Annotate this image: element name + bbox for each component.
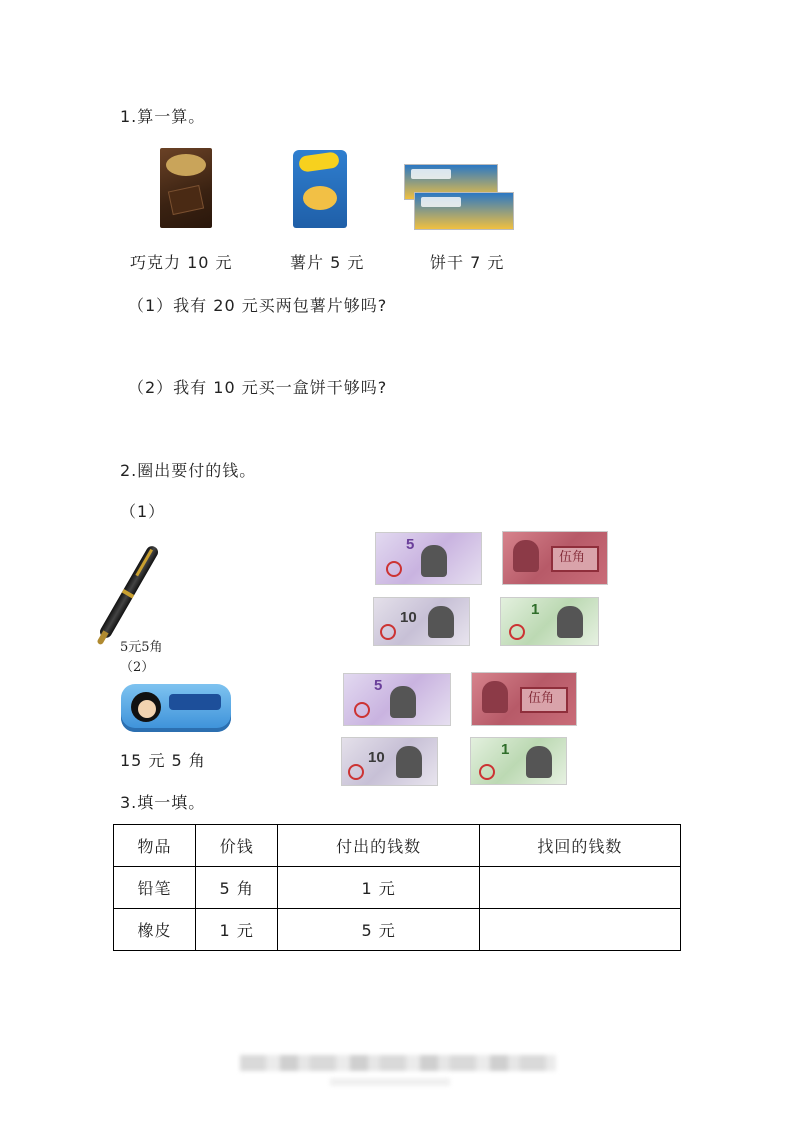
ten-yuan-note[interactable]: 10	[373, 597, 470, 646]
table-row	[114, 867, 681, 909]
q1-title: 1.算一算。	[120, 107, 206, 126]
q1-sub2: （2）我有 10 元买一盒饼干够吗?	[128, 378, 388, 397]
table-row	[114, 909, 681, 951]
portrait-icon	[513, 540, 539, 572]
biscuit-image-bottom	[414, 192, 514, 230]
biscuit-price: 饼干 7 元	[430, 253, 505, 272]
portrait-icon	[421, 545, 447, 577]
cell-paid: 5 元	[278, 909, 479, 951]
pen-price: 5元5角	[120, 640, 163, 655]
table-header-row	[114, 825, 681, 867]
q2-part2-label: （2）	[120, 660, 155, 675]
pencil-case-price: 15 元 5 角	[120, 751, 206, 770]
chips-image	[293, 150, 347, 228]
header-price: 价钱	[195, 825, 278, 867]
seal-icon	[479, 764, 495, 780]
cell-change-answer[interactable]	[479, 909, 680, 951]
seal-icon	[386, 561, 402, 577]
cell-item: 铅笔	[114, 867, 196, 909]
chips-price: 薯片 5 元	[290, 253, 365, 272]
blurred-footer-line	[330, 1078, 450, 1086]
cell-change-answer[interactable]	[479, 867, 680, 909]
seal-icon	[348, 764, 364, 780]
portrait-icon	[557, 606, 583, 638]
portrait-icon	[428, 606, 454, 638]
seal-icon	[380, 624, 396, 640]
q2-part1-label: （1）	[120, 502, 166, 521]
portrait-icon	[396, 746, 422, 778]
seal-icon	[509, 624, 525, 640]
header-change: 找回的钱数	[479, 825, 680, 867]
header-item: 物品	[114, 825, 196, 867]
five-yuan-note[interactable]: 5	[375, 532, 482, 585]
ten-yuan-note[interactable]: 10	[341, 737, 438, 786]
q2-title: 2.圈出要付的钱。	[120, 461, 257, 480]
chocolate-image	[160, 148, 212, 228]
one-yuan-note[interactable]: 1	[500, 597, 599, 646]
chocolate-price: 巧克力 10 元	[130, 253, 233, 272]
one-yuan-note[interactable]: 1	[470, 737, 567, 785]
fill-table	[113, 824, 681, 951]
q3-title: 3.填一填。	[120, 793, 206, 812]
pen-image	[98, 544, 160, 640]
five-yuan-note[interactable]: 5	[343, 673, 451, 726]
blurred-footer	[240, 1055, 556, 1071]
pencil-case-image	[121, 684, 231, 732]
cell-price: 5 角	[195, 867, 278, 909]
portrait-icon	[526, 746, 552, 778]
seal-icon	[354, 702, 370, 718]
cell-paid: 1 元	[278, 867, 479, 909]
q1-sub1: （1）我有 20 元买两包薯片够吗?	[128, 296, 388, 315]
header-paid: 付出的钱数	[278, 825, 479, 867]
cell-price: 1 元	[195, 909, 278, 951]
five-jiao-note[interactable]: 伍角	[471, 672, 577, 726]
portrait-icon	[482, 681, 508, 713]
five-jiao-note[interactable]: 伍角	[502, 531, 608, 585]
portrait-icon	[390, 686, 416, 718]
cell-item: 橡皮	[114, 909, 196, 951]
